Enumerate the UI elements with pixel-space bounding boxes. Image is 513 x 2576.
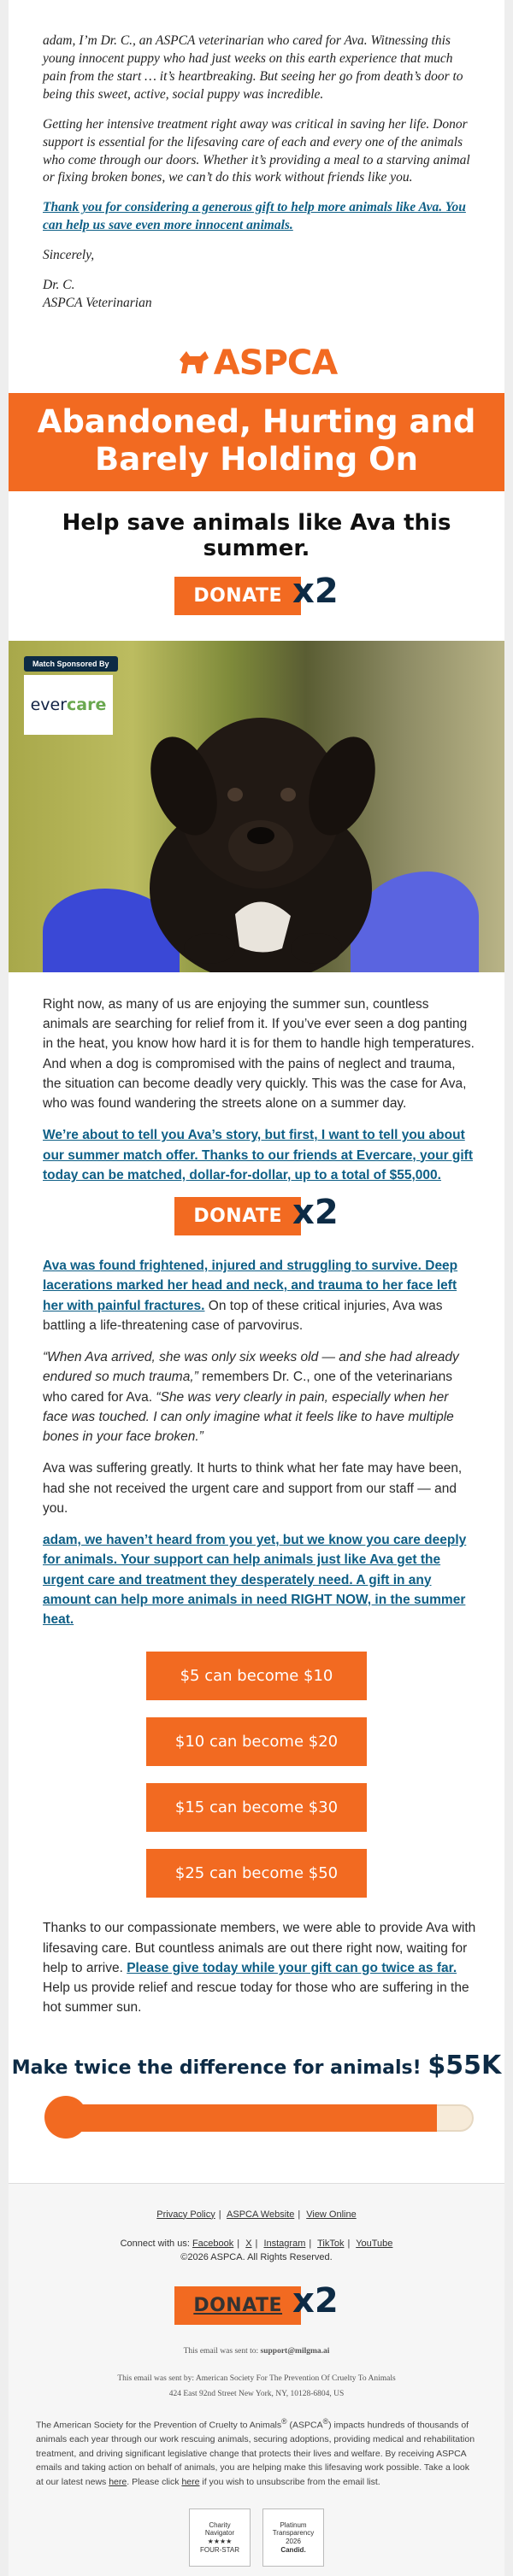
instagram-link[interactable]: Instagram — [263, 2238, 306, 2249]
youtube-link[interactable]: YouTube — [356, 2238, 393, 2249]
donate-row-footer — [26, 2281, 487, 2325]
appeal-link[interactable]: adam, we haven’t heard from you yet, but we know you care deeply for animals. Your support can help animals just like Ava get the urgent care and treatment they desperately need. A gift in any amount can help more animals in need RIGHT NOW, in the summer heat. — [43, 1533, 467, 1628]
subheadline: Help save animals like Ava this summer. — [62, 509, 451, 561]
amount-button-10[interactable]: $10 can become $20 — [146, 1717, 367, 1766]
story-text: Thanks to our compassionate members, we were able to provide Ava with lifesaving care. But countless animals are out there right now, waiting for help to arrive. — [43, 1921, 476, 1975]
story-text: On top of these critical injuries, Ava was battling a life-threatening case of parvovirus. — [43, 1298, 443, 1333]
double-match-badge: x2 — [292, 1192, 339, 1232]
legal-text: The American Society for the Prevention of Cruelty to Animals® (ASPCA®) impacts hundreds of thousands of animals each year through our work rescuing animals, securing adoptions, providing medical and rehabilitation treatment, and driving significant legislative change that protects their lives and welfare. By receiving ASPCA emails and taking action on behalf of animals, you are helping make this lifesaving work possible. Take a look at our latest news here. Please click here if you wish to unsubscribe from the email list. — [36, 2416, 475, 2488]
vet-quote: “She was very clearly in pain, especially when her face was touched. I can only imagine what it feels like to have multiple bones in your face broken.” — [43, 1389, 454, 1445]
donate-button[interactable]: DONATE — [174, 577, 301, 615]
recipient-email: support@milgma.ai — [260, 2346, 330, 2356]
story-paragraph: Ava was suffering greatly. It hurts to think what her fate may have been, had she not received the urgent care and support from our staff — and you. — [43, 1461, 463, 1516]
story-section-2 — [9, 1253, 504, 1629]
mailing-address: 424 East 92nd Street New York, NY, 10128-6804, US — [168, 2389, 345, 2398]
double-match-badge: x2 — [292, 572, 339, 612]
amount-button-25[interactable]: $25 can become $50 — [146, 1849, 367, 1898]
thermometer-fill — [51, 2104, 437, 2132]
donate-button[interactable]: DONATE — [174, 2286, 301, 2325]
story-paragraph: Right now, as many of us are enjoying the summer sun, countless animals are searching for relief from it. If you’ve ever seen a dog panting in the heat, you know how hard it is for them to handle high temperatures. And when a dog is compromised with the pains of neglect and trauma, the situation can become deadly very quickly. This was the case for Ava, who was found wandering the streets alone on a summer day. — [43, 996, 475, 1112]
tiktok-link[interactable]: TikTok — [317, 2238, 345, 2249]
trust-badges — [26, 2509, 487, 2567]
aspca-website-link[interactable]: ASPCA Website — [227, 2209, 295, 2220]
sent-to-line: This email was sent to: support@milgma.ai — [183, 2346, 330, 2356]
closing-section — [9, 1915, 504, 2017]
letter-paragraph: adam, I’m Dr. C., an ASPCA veterinarian who cared for Ava. Witnessing this young innocent puppy who had just weeks on this earth experience that much pain from the start … it’s heartbreaking. But seeing her go from death’s door to being this sweet, active, social puppy was incredible. — [43, 33, 463, 102]
aspca-logo[interactable] — [9, 325, 504, 393]
email-container — [9, 0, 504, 2576]
donate-button[interactable]: DONATE — [174, 1197, 301, 1235]
injury-story-link[interactable]: Ava was found frightened, injured and struggling to survive. Deep lacerations marked her head and neck, and trauma to her face left her with painful fractures. — [43, 1259, 458, 1313]
story-text: Help us provide relief and rescue today for those who are suffering in the hot summer sun. — [43, 1980, 469, 2016]
match-offer-link[interactable]: We’re about to tell you Ava’s story, but first, I want to tell you about our summer match offer. Thanks to our friends at Evercare, your gift today can be matched, dollar-for-dollar, up to a total of $55,000. — [43, 1128, 474, 1182]
amount-button-15[interactable]: $15 can become $30 — [146, 1783, 367, 1832]
dog-silhouette-icon — [176, 348, 210, 378]
give-today-link[interactable]: Please give today while your gift can go twice as far. — [127, 1960, 457, 1975]
sponsor-tag: Match Sponsored By — [24, 656, 118, 672]
thermometer-bar — [51, 2094, 470, 2140]
story-text: remembers Dr. C., one of the veterinarians who cared for Ava. — [43, 1370, 453, 1405]
copyright: ©2026 ASPCA. All Rights Reserved. — [180, 2251, 333, 2262]
amount-buttons — [9, 1641, 504, 1898]
letter-signer-title: ASPCA Veterinarian — [43, 296, 152, 311]
match-thermometer[interactable] — [9, 2030, 504, 2140]
story-section — [9, 972, 504, 1185]
double-match-badge: x2 — [292, 2281, 339, 2321]
privacy-policy-link[interactable]: Privacy Policy — [156, 2209, 215, 2220]
connect-label: Connect with us: — [120, 2238, 190, 2249]
x-link[interactable]: X — [245, 2238, 252, 2249]
vet-quote: “When Ava arrived, she was only six weeks old — and she had already endured so much trauma,” — [43, 1350, 459, 1385]
candid-transparency-badge[interactable]: Platinum Transparency 2026 Candid. — [262, 2509, 324, 2567]
letter-closing: Sincerely, — [43, 248, 95, 263]
letter-signer: Dr. C. — [43, 278, 75, 293]
thermometer-title: Make twice the difference for animals! $55K — [11, 2050, 502, 2080]
sent-by-line: This email was sent by: American Society For The Prevention Of Cruelty To Animals — [117, 2374, 396, 2383]
letter-paragraph: Getting her intensive treatment right away was critical in saving her life. Donor support is essential for the lifesaving care of each and every one of the animals who come through our doors. Whether it’s providing a meal to a starving animal or fixing broken bones, we can’t do this work without friends like you. — [43, 116, 470, 185]
latest-news-link[interactable]: here — [109, 2477, 127, 2488]
amount-button-5[interactable]: $5 can become $10 — [146, 1652, 367, 1700]
sponsor-logo: evercare — [24, 675, 113, 735]
puppy-image — [133, 675, 389, 972]
headline-banner: Abandoned, Hurting and Barely Holding On — [9, 393, 504, 491]
letter-section — [9, 0, 504, 313]
letter-donate-link[interactable]: Thank you for considering a generous gift to help more animals like Ava. You can help us save even more innocent animals. — [43, 200, 466, 233]
thermometer-goal: $55K — [428, 2050, 502, 2080]
thermometer-bulb — [44, 2096, 87, 2139]
donate-row-middle — [9, 1192, 504, 1235]
facebook-link[interactable]: Facebook — [192, 2238, 234, 2249]
hero-photo — [9, 641, 504, 972]
view-online-link[interactable]: View Online — [306, 2209, 357, 2220]
footer: Privacy Policy | ASPCA Website | View Online Connect with us: Facebook | X | Instagram | TikTok | YouTube ©2026 ASPCA. All Rights Reserved. DONATE x2 This email was sent to: support@milgma.ai This email was sent by: American Society For The Prevention Of Cruelty To Animals 424 East 92nd Street New York, NY, 10128-6804, US The American Society for the Prevention of Cruelty to Animals® (ASPCA®) impacts hundreds of thousands of animals each year through our work rescuing animals, securing adoptions, providing medical and rehabilitation treatment, and driving significant legislative change that protects their lives and welfare. By receiving ASPCA emails and taking action on behalf of animals, you are helping make this lifesaving work possible. Take a look at our latest news here. Please click here if you wish to unsubscribe from the email list. Charity Navigator ★★★★ FOUR-STAR Platinum Transparency 2026 Candid. — [9, 2183, 504, 2576]
logo-text: ASPCA — [213, 343, 338, 383]
donate-row-top — [9, 572, 504, 615]
charity-navigator-badge[interactable]: Charity Navigator ★★★★ FOUR-STAR — [189, 2509, 251, 2567]
unsubscribe-link[interactable]: here — [181, 2477, 200, 2488]
